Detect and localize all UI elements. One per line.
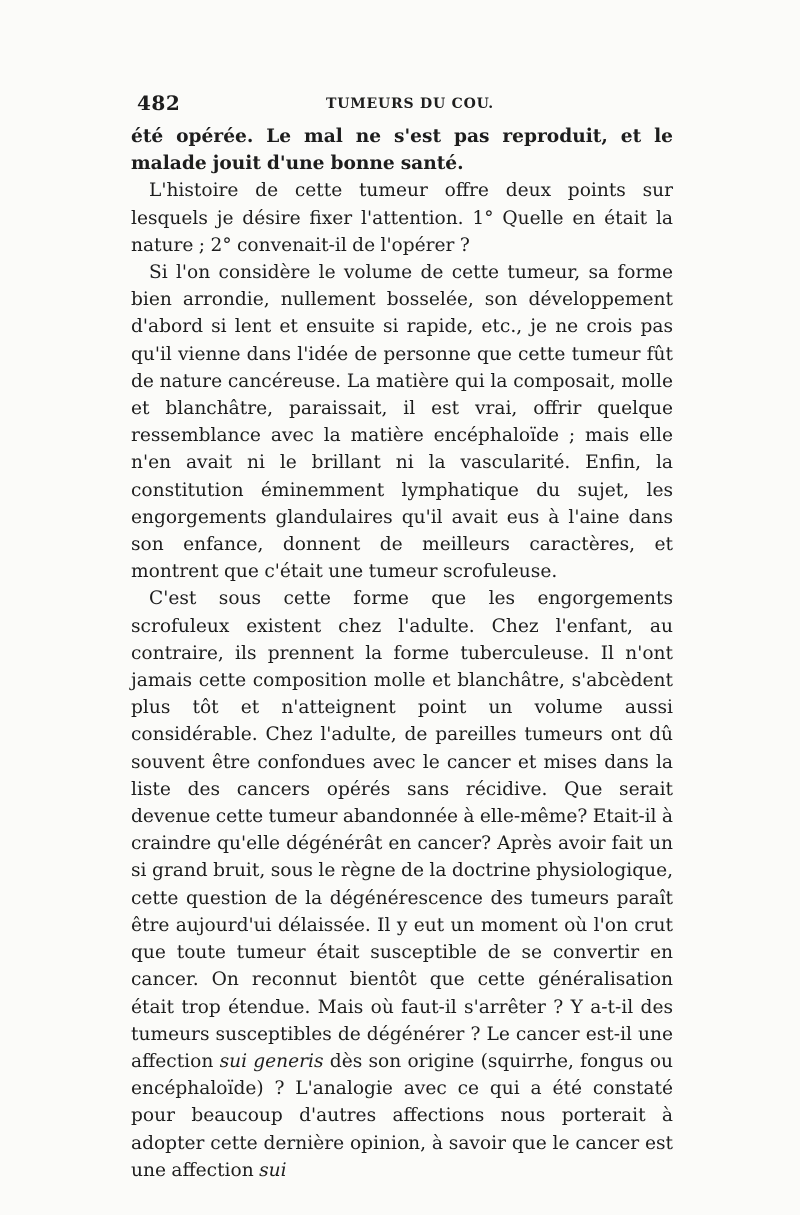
paragraph-scrofulous [131, 585, 673, 1183]
paragraph-history: L'histoire de cette tumeur offre deux points sur lesquels je désire fixer l'attention. 1° Quelle en était la nature ; 2° convenait-il de l'opérer ? [131, 180, 673, 256]
paragraph-text-part-2: dès son origine (squirrhe, fongus ou encéphaloïde) ? L'analogie avec ce qui a été constaté pour beaucoup d'autres affections nous porterait à adopter cette dernière opinion, à savoir que le cancer est une affection [131, 1050, 673, 1181]
paragraph-text-part-1: C'est sous cette forme que les engorgements scrofuleux existent chez l'adulte. Chez l'enfant, au contraire, ils prennent la forme tuberculeuse. Il n'ont jamais cette composition molle et blanchâtre, s'abcèdent plus tôt et n'atteignent point un volume aussi considérable. Chez l'adulte, de pareilles tumeurs ont dû souvent être confondues avec le cancer et mises dans la liste des cancers opérés sans récidive. Que serait devenue cette tumeur abandonnée à elle-même? Etait-il à craindre qu'elle dégénérât en cancer? Après avoir fait un si grand bruit, sous le règne de la doctrine physiologique, cette question de la dégénérescence des tumeurs paraît être aujourd'ui délaissée. Il y eut un moment où l'on crut que toute tumeur était susceptible de se convertir en cancer. On reconnut bientôt que cette généralisation était trop étendue. Mais où faut-il s'arrêter ? Y a-t-il des tumeurs susceptibles de dégénérer ? Le cancer est-il une affection [131, 588, 673, 1072]
body-text [131, 123, 673, 1184]
italic-term-sui-generis: sui generis [219, 1050, 324, 1072]
page-header [131, 91, 673, 121]
running-title: TUMEURS DU COU. [326, 96, 494, 112]
page-number: 482 [137, 91, 181, 115]
paragraph-continuation: été opérée. Le mal ne s'est pas reproduit, et le malade jouit d'une bonne santé. [131, 126, 673, 175]
italic-term-sui: sui [259, 1159, 287, 1181]
paragraph-nature: Si l'on considère le volume de cette tumeur, sa forme bien arrondie, nullement bosselée, son développement d'abord si lent et ensuite si rapide, etc., je ne crois pas qu'il vienne dans l'idée de personne que cette tumeur fût de nature cancéreuse. La matière qui la composait, molle et blanchâtre, paraissait, il est vrai, offrir quelque ressemblance avec la matière encéphaloïde ; mais elle n'en avait ni le brillant ni la vascularité. Enfin, la constitution éminemment lymphatique du sujet, les engorgements glandulaires qu'il avait eus à l'aine dans son enfance, donnent de meilleurs caractères, et montrent que c'était une tumeur scrofuleuse. [131, 262, 673, 583]
